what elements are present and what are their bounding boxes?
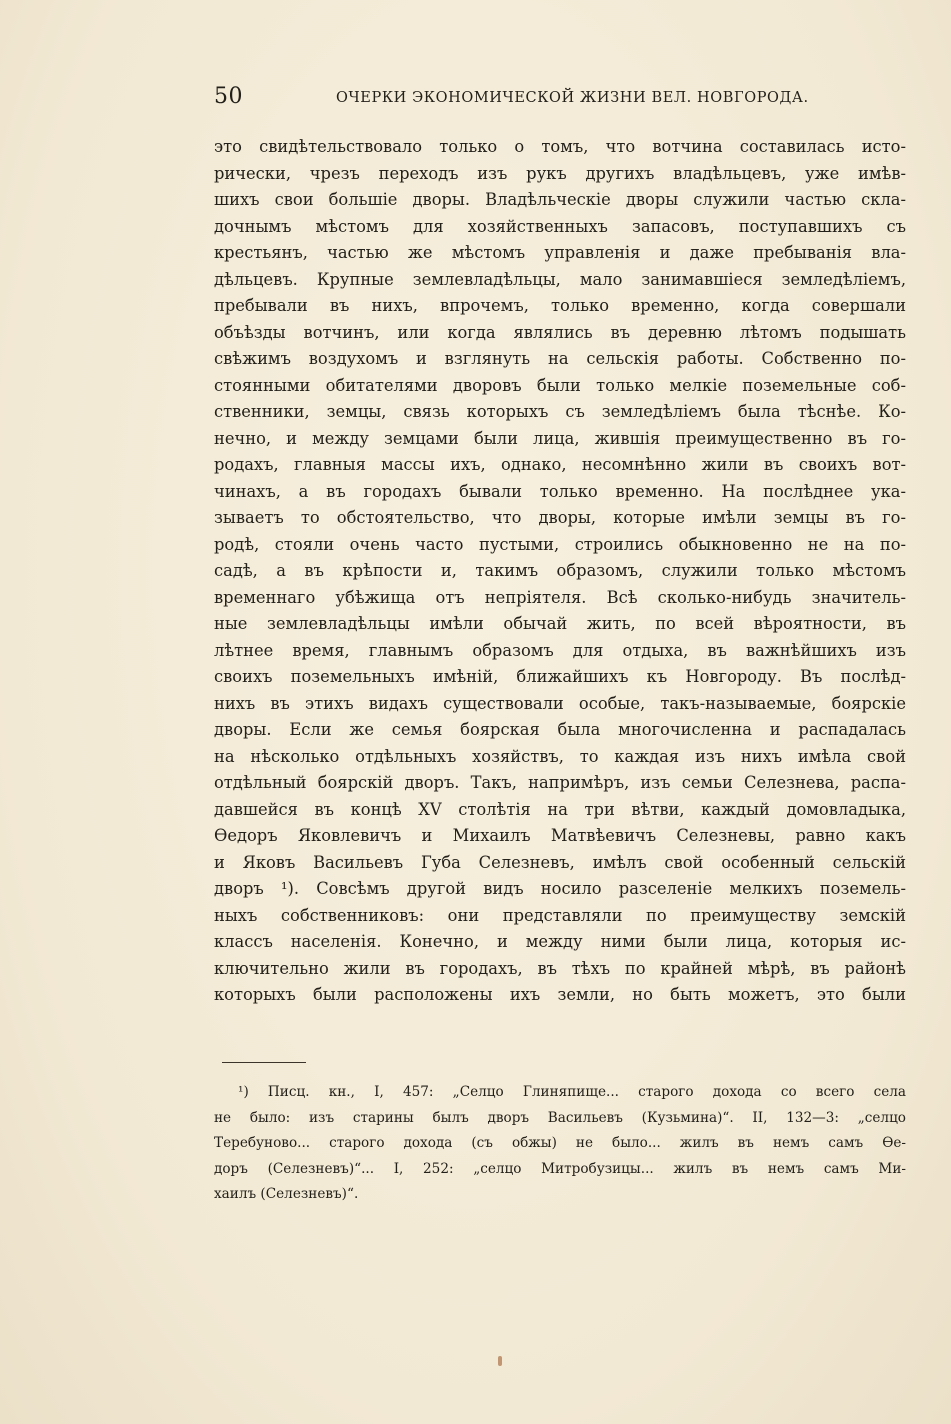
body-line: зываетъ то обстоятельство, что дворы, которые имѣли земцы въ го- xyxy=(214,508,906,527)
body-line: которыхъ были расположены ихъ земли, но быть можетъ, это были xyxy=(214,985,906,1004)
body-line: чинахъ, а въ городахъ бывали только временно. На послѣднее ука- xyxy=(214,481,906,501)
body-line: ные землевладѣльцы имѣли обычай жить, по всей вѣроятности, въ xyxy=(214,614,906,633)
body-line: садѣ, а въ крѣпости и, такимъ образомъ, служили только мѣстомъ xyxy=(214,561,906,580)
footnote-line: ¹) Писц. кн., I, 457: „Селцо Глиняпище... старого дохода со всего села xyxy=(238,1084,906,1100)
footnote-line: хаилъ (Селезневъ)“. xyxy=(214,1186,359,1202)
body-line: своихъ поземельныхъ имѣній, ближайшихъ къ Новгороду. Въ послѣд- xyxy=(214,667,906,686)
footnote-line: доръ (Селезневъ)“... I, 252: „селцо Митробузицы... жилъ въ немъ самъ Ми- xyxy=(214,1160,906,1177)
footnotes xyxy=(214,1080,906,1208)
body-line: родѣ, стояли очень часто пустыми, строились обыкновенно не на по- xyxy=(214,534,906,554)
body-line: родахъ, главныя массы ихъ, однако, несомнѣнно жили въ своихъ вот- xyxy=(214,455,906,474)
page-number: 50 xyxy=(214,84,243,109)
body-line: дѣльцевъ. Крупные землевладѣльцы, мало занимавшіеся земледѣліемъ, xyxy=(214,269,906,289)
body-line: на нѣсколько отдѣльныхъ хозяйствъ, то каждая изъ нихъ имѣла свой xyxy=(214,746,906,766)
paper-speck xyxy=(498,1356,502,1366)
body-line: отдѣльный боярскій дворъ. Такъ, напримѣръ, изъ семьи Селезнева, распа- xyxy=(214,773,906,792)
body-line: ственники, земцы, связь которыхъ съ земледѣліемъ была тѣснѣе. Ко- xyxy=(214,402,906,421)
body-line: ныхъ собственниковъ: они представляли по преимуществу земскій xyxy=(214,905,906,925)
body-line: шихъ свои большіе дворы. Владѣльческіе дворы служили частью скла- xyxy=(214,190,906,209)
body-line: и Яковъ Васильевъ Губа Селезневъ, имѣлъ свой особенный сельскій xyxy=(214,852,906,872)
body-text xyxy=(214,134,906,1009)
body-line: давшейся въ концѣ XV столѣтія на три вѣтви, каждый домовладыка, xyxy=(214,799,906,819)
footnote-separator xyxy=(222,1062,306,1063)
body-line: нихъ въ этихъ видахъ существовали особые, такъ-называемые, боярскіе xyxy=(214,693,906,713)
body-line: крестьянъ, частью же мѣстомъ управленія и даже пребыванія вла- xyxy=(214,243,906,262)
body-line: пребывали въ нихъ, впрочемъ, только временно, когда совершали xyxy=(214,296,906,315)
footnote-line: Теребуново... старого дохода (съ обжы) не было... жилъ въ немъ самъ Ѳе- xyxy=(214,1135,906,1151)
body-line: Ѳедоръ Яковлевичъ и Михаилъ Матвѣевичъ Селезневы, равно какъ xyxy=(214,826,906,845)
body-line: дворы. Если же семья боярская была многочисленна и распадалась xyxy=(214,720,906,739)
body-line: дочнымъ мѣстомъ для хозяйственныхъ запасовъ, поступавшихъ съ xyxy=(214,216,906,236)
page-header xyxy=(214,84,809,114)
body-line: лѣтнее время, главнымъ образомъ для отдыха, въ важнѣйшихъ изъ xyxy=(214,640,906,660)
body-line: свѣжимъ воздухомъ и взглянуть на сельскія работы. Собственно по- xyxy=(214,349,906,368)
body-line: дворъ ¹). Совсѣмъ другой видъ носило разселеніе мелкихъ поземель- xyxy=(214,879,906,898)
footnote-line: не было: изъ старины былъ дворъ Васильевъ (Кузьмина)“. II, 132—3: „селцо xyxy=(214,1109,906,1126)
body-line: стоянными обитателями дворовъ были только мелкіе поземельные соб- xyxy=(214,375,906,395)
body-line: нечно, и между земцами были лица, жившія преимущественно въ го- xyxy=(214,428,906,448)
body-line: временнаго убѣжища отъ непріятеля. Всѣ сколько-нибудь значитель- xyxy=(214,587,906,607)
body-line: объѣзды вотчинъ, или когда являлись въ деревню лѣтомъ подышать xyxy=(214,322,906,342)
running-title: ОЧЕРКИ ЭКОНОМИЧЕСКОЙ ЖИЗНИ ВЕЛ. НОВГОРОДА. xyxy=(336,90,809,106)
body-line: ключительно жили въ городахъ, въ тѣхъ по крайней мѣрѣ, въ районѣ xyxy=(214,958,906,978)
body-line: это свидѣтельствовало только о томъ, что вотчина составилась исто- xyxy=(214,137,906,156)
body-line: классъ населенія. Конечно, и между ними были лица, которыя ис- xyxy=(214,932,906,951)
body-line: рически, чрезъ переходъ изъ рукъ другихъ владѣльцевъ, уже имѣв- xyxy=(214,163,906,183)
